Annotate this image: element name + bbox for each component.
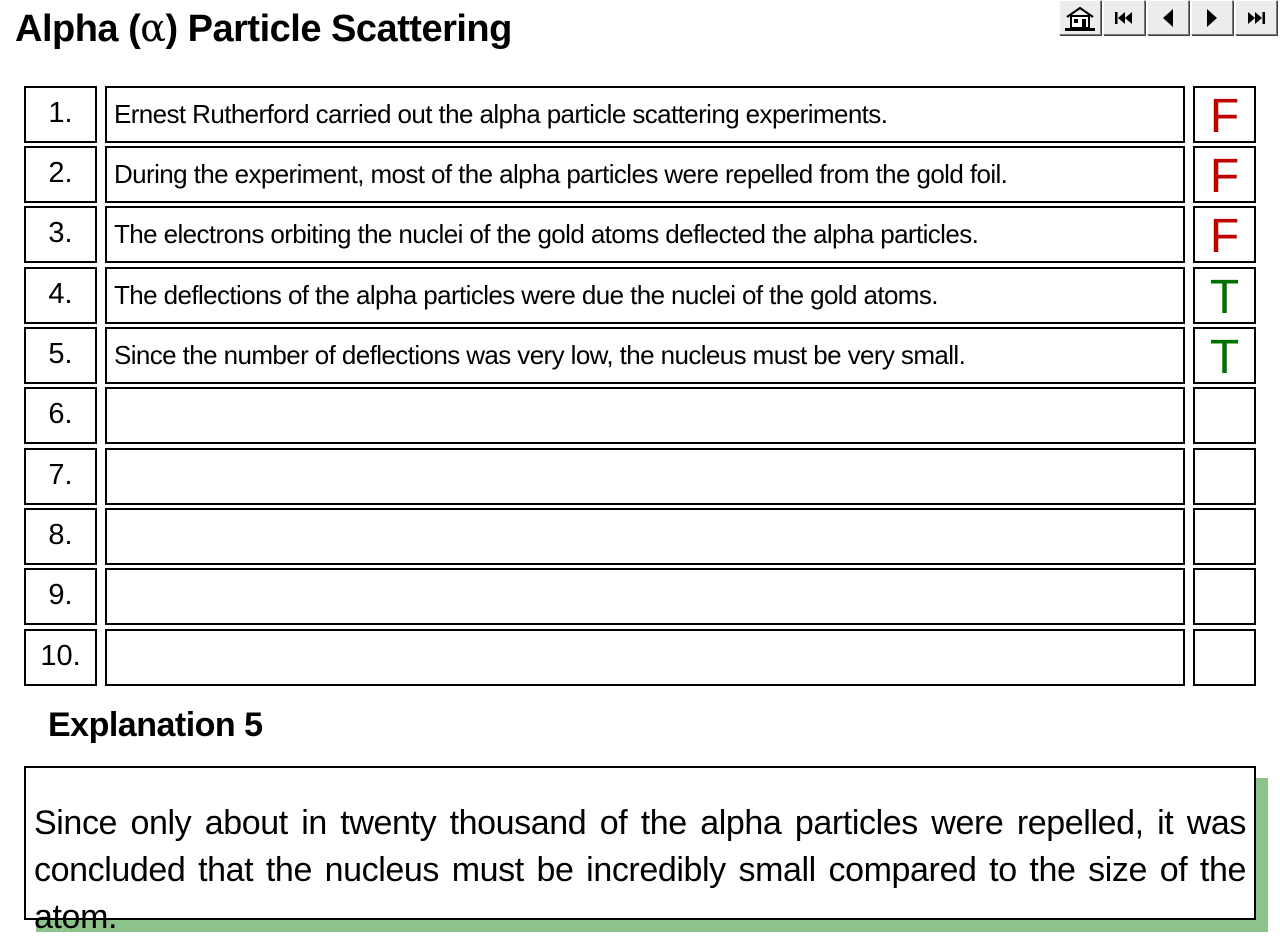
row-number: 9.: [24, 568, 97, 625]
first-page-button[interactable]: [1103, 0, 1145, 35]
row-number: 7.: [24, 448, 97, 505]
statement-row-6: [24, 387, 1256, 444]
statement-cell[interactable]: [105, 508, 1185, 565]
row-number: 10.: [24, 629, 97, 686]
statement-cell[interactable]: The electrons orbiting the nuclei of the gold atoms deflected the alpha particles.: [105, 206, 1185, 263]
statement-row-3: [24, 206, 1256, 263]
row-number: 3.: [24, 206, 97, 263]
title-suffix: ) Particle Scattering: [165, 8, 512, 50]
row-number: 2.: [24, 146, 97, 203]
row-number: 4.: [24, 267, 97, 324]
answer-cell[interactable]: T: [1193, 327, 1256, 384]
statement-row-8: [24, 508, 1256, 565]
answer-cell[interactable]: T: [1193, 267, 1256, 324]
statement-row-5: [24, 327, 1256, 384]
statement-row-7: [24, 448, 1256, 505]
statement-row-1: [24, 86, 1256, 143]
row-number: 6.: [24, 387, 97, 444]
answer-cell[interactable]: F: [1193, 146, 1256, 203]
answer-cell[interactable]: F: [1193, 86, 1256, 143]
statement-row-4: [24, 267, 1256, 324]
statement-cell[interactable]: Since the number of deflections was very low, the nucleus must be very small.: [105, 327, 1185, 384]
statement-cell[interactable]: [105, 568, 1185, 625]
answer-cell[interactable]: [1193, 387, 1256, 444]
statement-cell[interactable]: The deflections of the alpha particles were due the nuclei of the gold atoms.: [105, 267, 1185, 324]
answer-cell[interactable]: F: [1193, 206, 1256, 263]
statement-cell[interactable]: [105, 448, 1185, 505]
explanation-box: [24, 766, 1256, 936]
title-prefix: Alpha (: [15, 8, 141, 50]
title-alpha-symbol: α: [140, 6, 166, 50]
answer-cell[interactable]: [1193, 629, 1256, 686]
previous-page-button[interactable]: [1147, 0, 1189, 35]
first-page-icon: [1112, 8, 1136, 28]
row-number: 8.: [24, 508, 97, 565]
answer-cell[interactable]: [1193, 448, 1256, 505]
answer-cell[interactable]: [1193, 568, 1256, 625]
explanation-text: Since only about in twenty thousand of the alpha particles were repelled, it was concluded that the nucleus must be incredibly small compared to the size of the atom.: [34, 804, 1246, 936]
previous-page-icon: [1156, 6, 1180, 30]
statement-row-2: [24, 146, 1256, 203]
explanation-heading: Explanation 5: [48, 706, 263, 744]
statement-cell[interactable]: [105, 629, 1185, 686]
statement-cell[interactable]: Ernest Rutherford carried out the alpha particle scattering experiments.: [105, 86, 1185, 143]
last-page-button[interactable]: [1235, 0, 1277, 35]
statement-cell[interactable]: [105, 387, 1185, 444]
statement-cell[interactable]: During the experiment, most of the alpha particles were repelled from the gold foil.: [105, 146, 1185, 203]
navigation-toolbar: [1059, 0, 1277, 36]
next-page-button[interactable]: [1191, 0, 1233, 35]
next-page-icon: [1200, 6, 1224, 30]
home-icon: [1063, 4, 1097, 32]
statement-row-10: [24, 629, 1256, 686]
row-number: 1.: [24, 86, 97, 143]
row-number: 5.: [24, 327, 97, 384]
home-button[interactable]: [1059, 0, 1101, 35]
last-page-icon: [1244, 8, 1268, 28]
statement-row-9: [24, 568, 1256, 625]
page-title: [15, 6, 512, 51]
answer-cell[interactable]: [1193, 508, 1256, 565]
